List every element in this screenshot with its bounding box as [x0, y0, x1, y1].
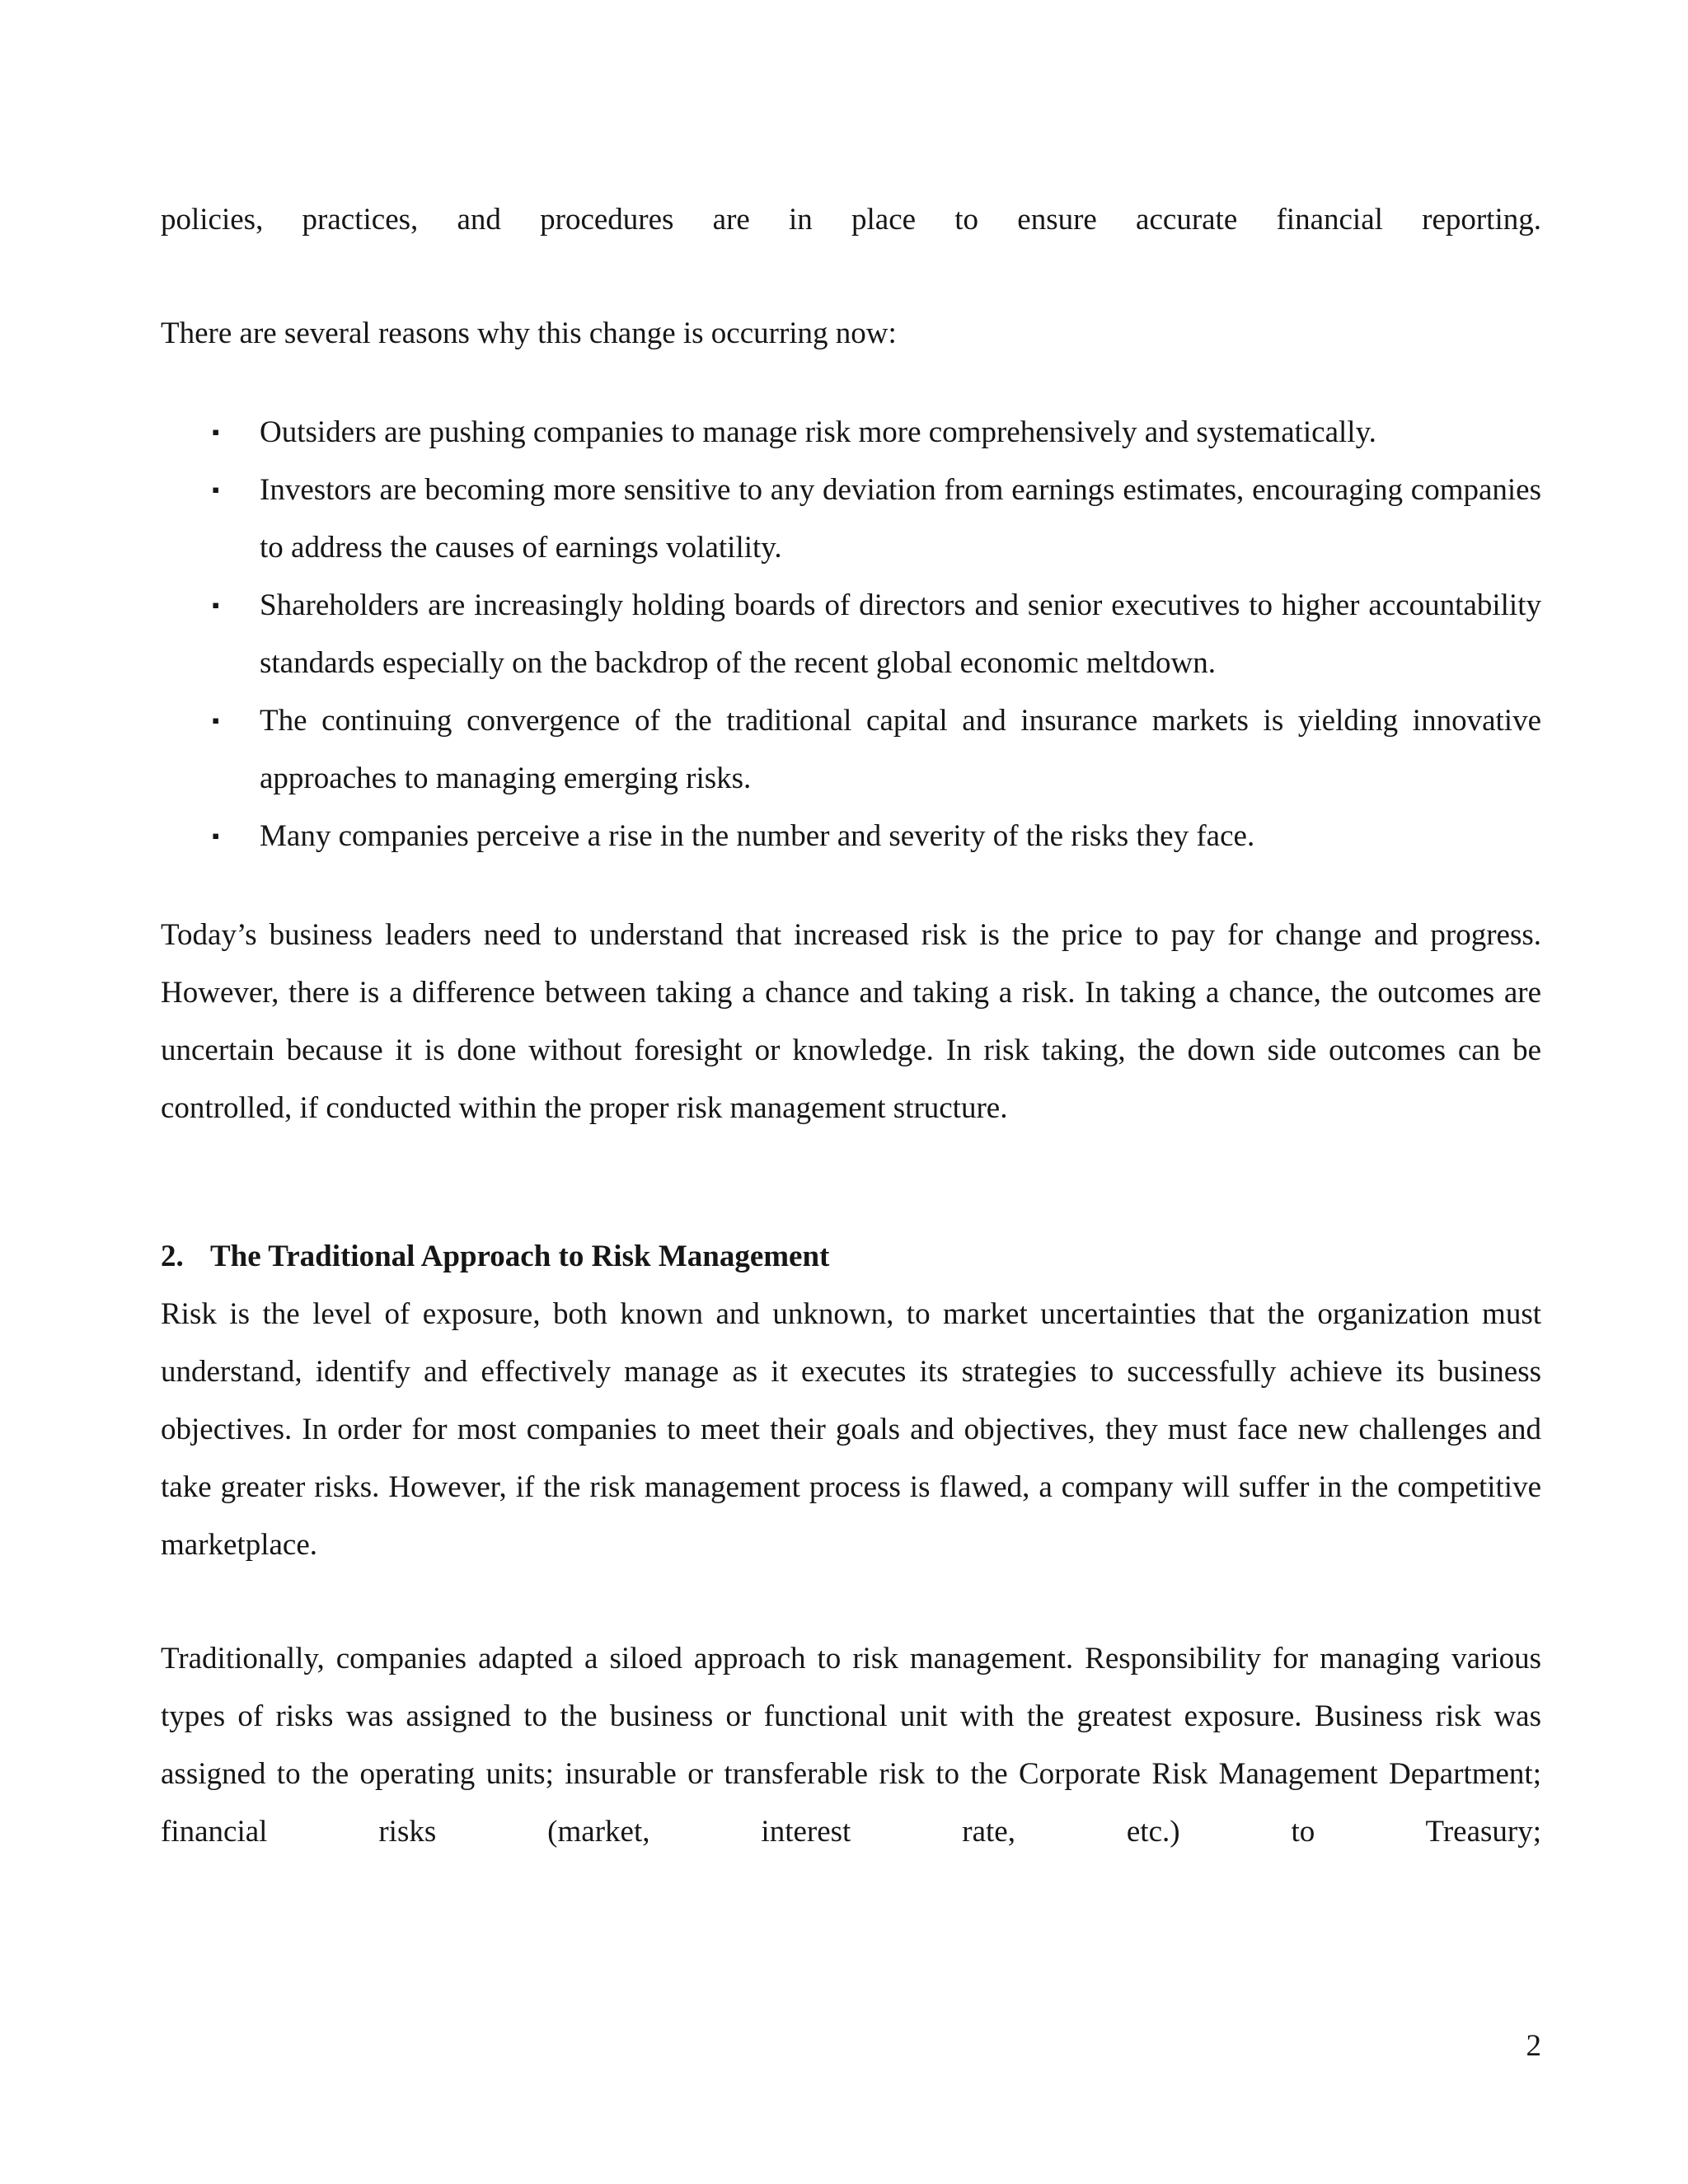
bullet-square-icon: ▪	[212, 478, 220, 502]
traditional-paragraph: Traditionally, companies adapted a siloed approach to risk management. Responsibility for managing various types of risks was assigned to the business or functional unit with the greatest exposure. Business risk was assigned to the operating units; insurable or transferable risk to the Corporate Risk Management Department; financial risks (market, interest rate, etc.) to Treasury;	[161, 1642, 1541, 1849]
section-number: 2.	[161, 1240, 184, 1273]
list-item-text: The continuing convergence of the traditional capital and insurance markets is yielding innovative approaches to managing emerging risks.	[260, 704, 1541, 795]
list-item	[161, 808, 1541, 865]
risk-paragraph: Risk is the level of exposure, both known and unknown, to market uncertainties that the organization must understand, identify and effectively manage as it executes its strategies to successfully achieve its business objectives. In order for most companies to meet their goals and objectives, they must face new challenges and take greater risks. However, if the risk management process is flawed, a company will suffer in the competitive marketplace.	[161, 1297, 1541, 1562]
list-item-text: Outsiders are pushing companies to manage risk more comprehensively and systematically.	[260, 415, 1376, 449]
reasons-intro: There are several reasons why this change is occurring now:	[161, 316, 897, 350]
list-item	[161, 404, 1541, 462]
bullet-square-icon: ▪	[212, 420, 220, 444]
intro-line: policies, practices, and procedures are in place to ensure accurate financial reporting.	[161, 203, 1541, 237]
bullet-square-icon: ▪	[212, 593, 220, 617]
list-item	[161, 577, 1541, 692]
list-item-text: Investors are becoming more sensitive to any deviation from earnings estimates, encouraging companies to address the causes of earnings volatility.	[260, 473, 1541, 565]
bullet-square-icon: ▪	[212, 824, 220, 848]
leaders-paragraph: Today’s business leaders need to understand that increased risk is the price to pay for change and progress. However, there is a difference between taking a chance and taking a risk. In taking a chance, the outcomes are uncertain because it is done without foresight or knowledge. In risk taking, the down side outcomes can be controlled, if conducted within the proper risk management structure.	[161, 918, 1541, 1125]
reasons-list	[161, 404, 1541, 865]
list-item	[161, 692, 1541, 808]
bullet-square-icon: ▪	[212, 709, 220, 733]
list-item-text: Shareholders are increasingly holding boards of directors and senior executives to higher accountability standards especially on the backdrop of the recent global economic meltdown.	[260, 588, 1541, 680]
list-item-text: Many companies perceive a rise in the number and severity of the risks they face.	[260, 819, 1255, 853]
list-item	[161, 462, 1541, 577]
section-heading	[161, 1228, 1541, 1286]
page-number: 2	[1526, 2029, 1541, 2063]
section-title: The Traditional Approach to Risk Management	[210, 1240, 830, 1273]
page-body	[161, 191, 1541, 1861]
